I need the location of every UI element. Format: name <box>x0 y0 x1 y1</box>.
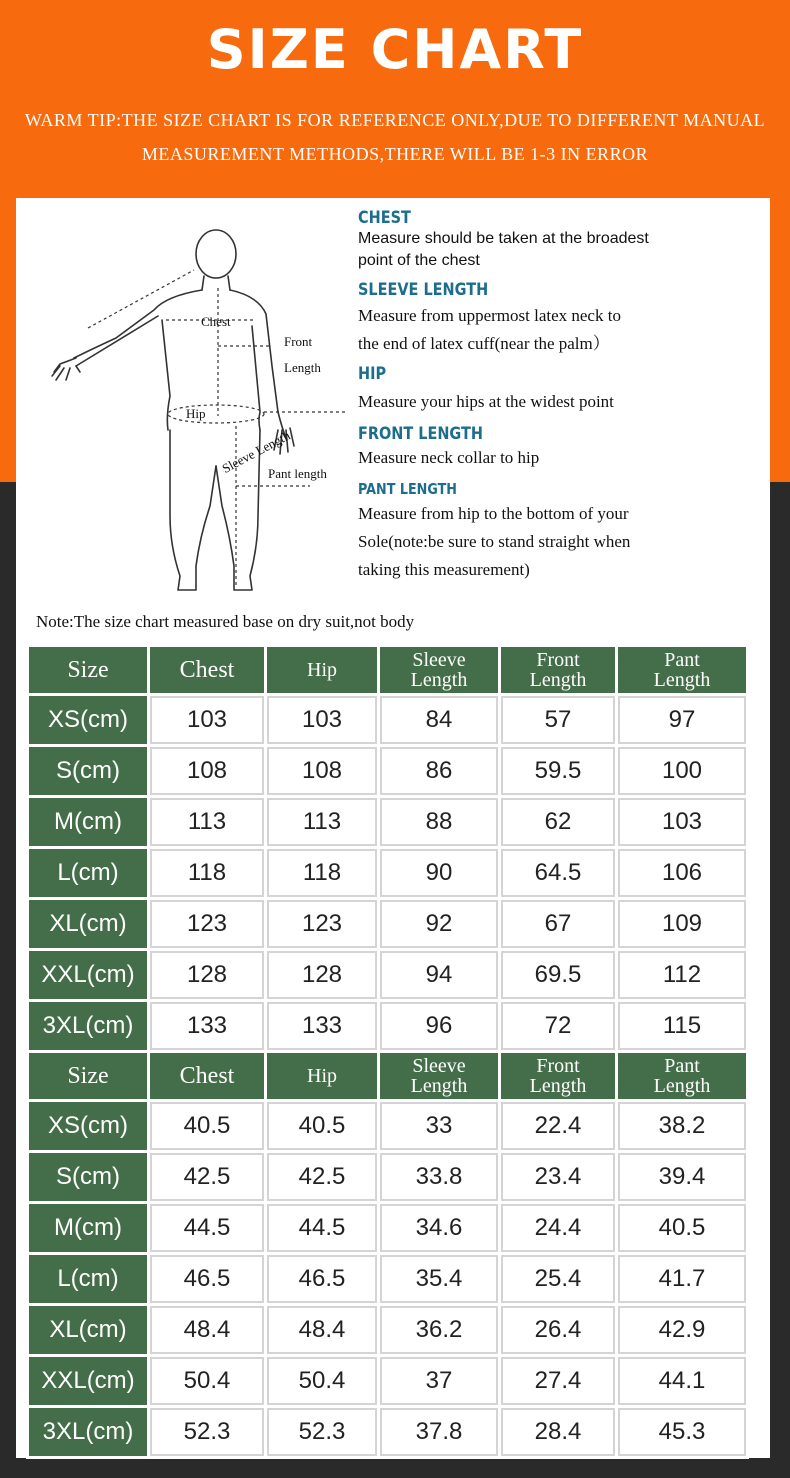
cell-pant-length: 39.4 <box>618 1153 746 1201</box>
cell-size: 3XL(cm) <box>29 1408 147 1456</box>
cell-sleeve-length: 84 <box>380 696 498 744</box>
chest-text-2: point of the chest <box>358 252 480 269</box>
table-header-row <box>29 647 746 693</box>
table-row <box>29 1102 746 1150</box>
cell-pant-length: 103 <box>618 798 746 846</box>
table-row <box>29 1153 746 1201</box>
label-chest: Chest <box>201 314 231 329</box>
sleeve-heading: SLEEVE LENGTH <box>358 280 489 300</box>
cell-sleeve-length: 90 <box>380 849 498 897</box>
cell-sleeve-length: 94 <box>380 951 498 999</box>
cell-hip: 123 <box>267 900 377 948</box>
warm-tip-line-1: WARM TIP:THE SIZE CHART IS FOR REFERENCE ONLY,DUE TO DIFFERENT MANUAL <box>24 110 766 130</box>
cell-front-length: 23.4 <box>501 1153 615 1201</box>
cell-size: XL(cm) <box>29 900 147 948</box>
cell-chest: 40.5 <box>150 1102 264 1150</box>
cell-size: L(cm) <box>29 1255 147 1303</box>
cell-hip: 48.4 <box>267 1306 377 1354</box>
front-length-heading: FRONT LENGTH <box>358 424 484 444</box>
cell-chest: 46.5 <box>150 1255 264 1303</box>
table-row <box>29 1255 746 1303</box>
chest-text-1: Measure should be taken at the broadest <box>358 230 649 247</box>
size-chart-panel <box>16 198 770 1458</box>
cell-chest: 128 <box>150 951 264 999</box>
cell-chest: 113 <box>150 798 264 846</box>
cell-chest: 50.4 <box>150 1357 264 1405</box>
cell-hip: 50.4 <box>267 1357 377 1405</box>
cell-pant-length: 112 <box>618 951 746 999</box>
pant-length-heading: PANT LENGTH <box>358 480 457 498</box>
pant-length-text-1: Measure from hip to the bottom of your <box>358 504 629 523</box>
page-title: SIZE CHART <box>206 18 584 81</box>
cell-pant-length: 40.5 <box>618 1204 746 1252</box>
cell-front-length: 27.4 <box>501 1357 615 1405</box>
cell-sleeve-length: 35.4 <box>380 1255 498 1303</box>
cell-size: L(cm) <box>29 849 147 897</box>
cell-hip: 113 <box>267 798 377 846</box>
cell-hip: 118 <box>267 849 377 897</box>
table-row <box>29 798 746 846</box>
cell-sleeve-length: 92 <box>380 900 498 948</box>
cell-chest: 123 <box>150 900 264 948</box>
table-row <box>29 1002 746 1050</box>
cell-pant-length: 41.7 <box>618 1255 746 1303</box>
cell-sleeve-length: 86 <box>380 747 498 795</box>
cell-hip: 103 <box>267 696 377 744</box>
cell-size: M(cm) <box>29 1204 147 1252</box>
col-front-length: Front Length <box>501 647 615 693</box>
cell-pant-length: 109 <box>618 900 746 948</box>
hip-text: Measure your hips at the widest point <box>358 392 614 411</box>
col-chest: Chest <box>150 1053 264 1099</box>
size-table-second <box>26 1050 749 1459</box>
col-pant-length: Pant Length <box>618 1053 746 1099</box>
cell-pant-length: 97 <box>618 696 746 744</box>
cell-size: S(cm) <box>29 747 147 795</box>
cell-front-length: 28.4 <box>501 1408 615 1456</box>
pant-length-text-3: taking this measurement) <box>358 560 530 579</box>
col-pant-length: Pant Length <box>618 647 746 693</box>
label-pant-length: Pant length <box>268 466 327 481</box>
size-table-cm <box>26 644 749 1053</box>
cell-front-length: 22.4 <box>501 1102 615 1150</box>
cell-chest: 48.4 <box>150 1306 264 1354</box>
cell-hip: 128 <box>267 951 377 999</box>
label-front: Front <box>284 334 313 349</box>
cell-chest: 44.5 <box>150 1204 264 1252</box>
cell-sleeve-length: 37.8 <box>380 1408 498 1456</box>
table-header-row <box>29 1053 746 1099</box>
measurement-descriptions <box>358 206 758 584</box>
cell-chest: 52.3 <box>150 1408 264 1456</box>
table-row <box>29 951 746 999</box>
cell-sleeve-length: 88 <box>380 798 498 846</box>
sleeve-text-1: Measure from uppermost latex neck to <box>358 306 621 325</box>
cell-front-length: 26.4 <box>501 1306 615 1354</box>
hip-heading: HIP <box>358 364 387 384</box>
col-sleeve-length: Sleeve Length <box>380 1053 498 1099</box>
cell-size: M(cm) <box>29 798 147 846</box>
cell-front-length: 72 <box>501 1002 615 1050</box>
cell-pant-length: 45.3 <box>618 1408 746 1456</box>
cell-pant-length: 115 <box>618 1002 746 1050</box>
sleeve-text-2: the end of latex cuff(near the palm） <box>358 334 610 353</box>
table-row <box>29 900 746 948</box>
cell-chest: 42.5 <box>150 1153 264 1201</box>
col-size: Size <box>29 647 147 693</box>
cell-hip: 40.5 <box>267 1102 377 1150</box>
label-length: Length <box>284 360 321 375</box>
cell-size: XXL(cm) <box>29 951 147 999</box>
cell-sleeve-length: 33 <box>380 1102 498 1150</box>
col-chest: Chest <box>150 647 264 693</box>
cell-pant-length: 100 <box>618 747 746 795</box>
cell-sleeve-length: 96 <box>380 1002 498 1050</box>
col-front-length: Front Length <box>501 1053 615 1099</box>
cell-size: XXL(cm) <box>29 1357 147 1405</box>
col-hip: Hip <box>267 1053 377 1099</box>
cell-hip: 108 <box>267 747 377 795</box>
cell-front-length: 24.4 <box>501 1204 615 1252</box>
cell-size: 3XL(cm) <box>29 1002 147 1050</box>
cell-size: S(cm) <box>29 1153 147 1201</box>
label-sleeve-length: Sleeve Length <box>219 427 293 476</box>
warm-tip-line-2: MEASUREMENT METHODS,THERE WILL BE 1-3 IN ERROR <box>141 144 649 164</box>
cell-front-length: 64.5 <box>501 849 615 897</box>
cell-sleeve-length: 33.8 <box>380 1153 498 1201</box>
cell-size: XS(cm) <box>29 696 147 744</box>
cell-pant-length: 106 <box>618 849 746 897</box>
cell-hip: 44.5 <box>267 1204 377 1252</box>
cell-front-length: 25.4 <box>501 1255 615 1303</box>
col-hip: Hip <box>267 647 377 693</box>
cell-front-length: 69.5 <box>501 951 615 999</box>
cell-sleeve-length: 34.6 <box>380 1204 498 1252</box>
cell-pant-length: 42.9 <box>618 1306 746 1354</box>
cell-hip: 46.5 <box>267 1255 377 1303</box>
body-measurement-figure <box>46 216 346 606</box>
chest-heading: CHEST <box>358 208 411 228</box>
label-hip: Hip <box>186 406 206 421</box>
cell-front-length: 57 <box>501 696 615 744</box>
cell-size: XS(cm) <box>29 1102 147 1150</box>
dry-suit-note: Note:The size chart measured base on dry suit,not body <box>36 612 415 631</box>
cell-sleeve-length: 36.2 <box>380 1306 498 1354</box>
table-row <box>29 1204 746 1252</box>
table-row <box>29 747 746 795</box>
cell-chest: 133 <box>150 1002 264 1050</box>
col-sleeve-length: Sleeve Length <box>380 647 498 693</box>
cell-hip: 133 <box>267 1002 377 1050</box>
cell-size: XL(cm) <box>29 1306 147 1354</box>
cell-hip: 52.3 <box>267 1408 377 1456</box>
table-row <box>29 1306 746 1354</box>
pant-length-text-2: Sole(note:be sure to stand straight when <box>358 532 631 551</box>
cell-front-length: 59.5 <box>501 747 615 795</box>
cell-pant-length: 44.1 <box>618 1357 746 1405</box>
cell-chest: 118 <box>150 849 264 897</box>
cell-front-length: 67 <box>501 900 615 948</box>
cell-pant-length: 38.2 <box>618 1102 746 1150</box>
table-row <box>29 1408 746 1456</box>
table-row <box>29 1357 746 1405</box>
front-length-text: Measure neck collar to hip <box>358 448 540 467</box>
cell-sleeve-length: 37 <box>380 1357 498 1405</box>
col-size: Size <box>29 1053 147 1099</box>
cell-chest: 108 <box>150 747 264 795</box>
table-row <box>29 696 746 744</box>
cell-hip: 42.5 <box>267 1153 377 1201</box>
cell-chest: 103 <box>150 696 264 744</box>
cell-front-length: 62 <box>501 798 615 846</box>
table-row <box>29 849 746 897</box>
